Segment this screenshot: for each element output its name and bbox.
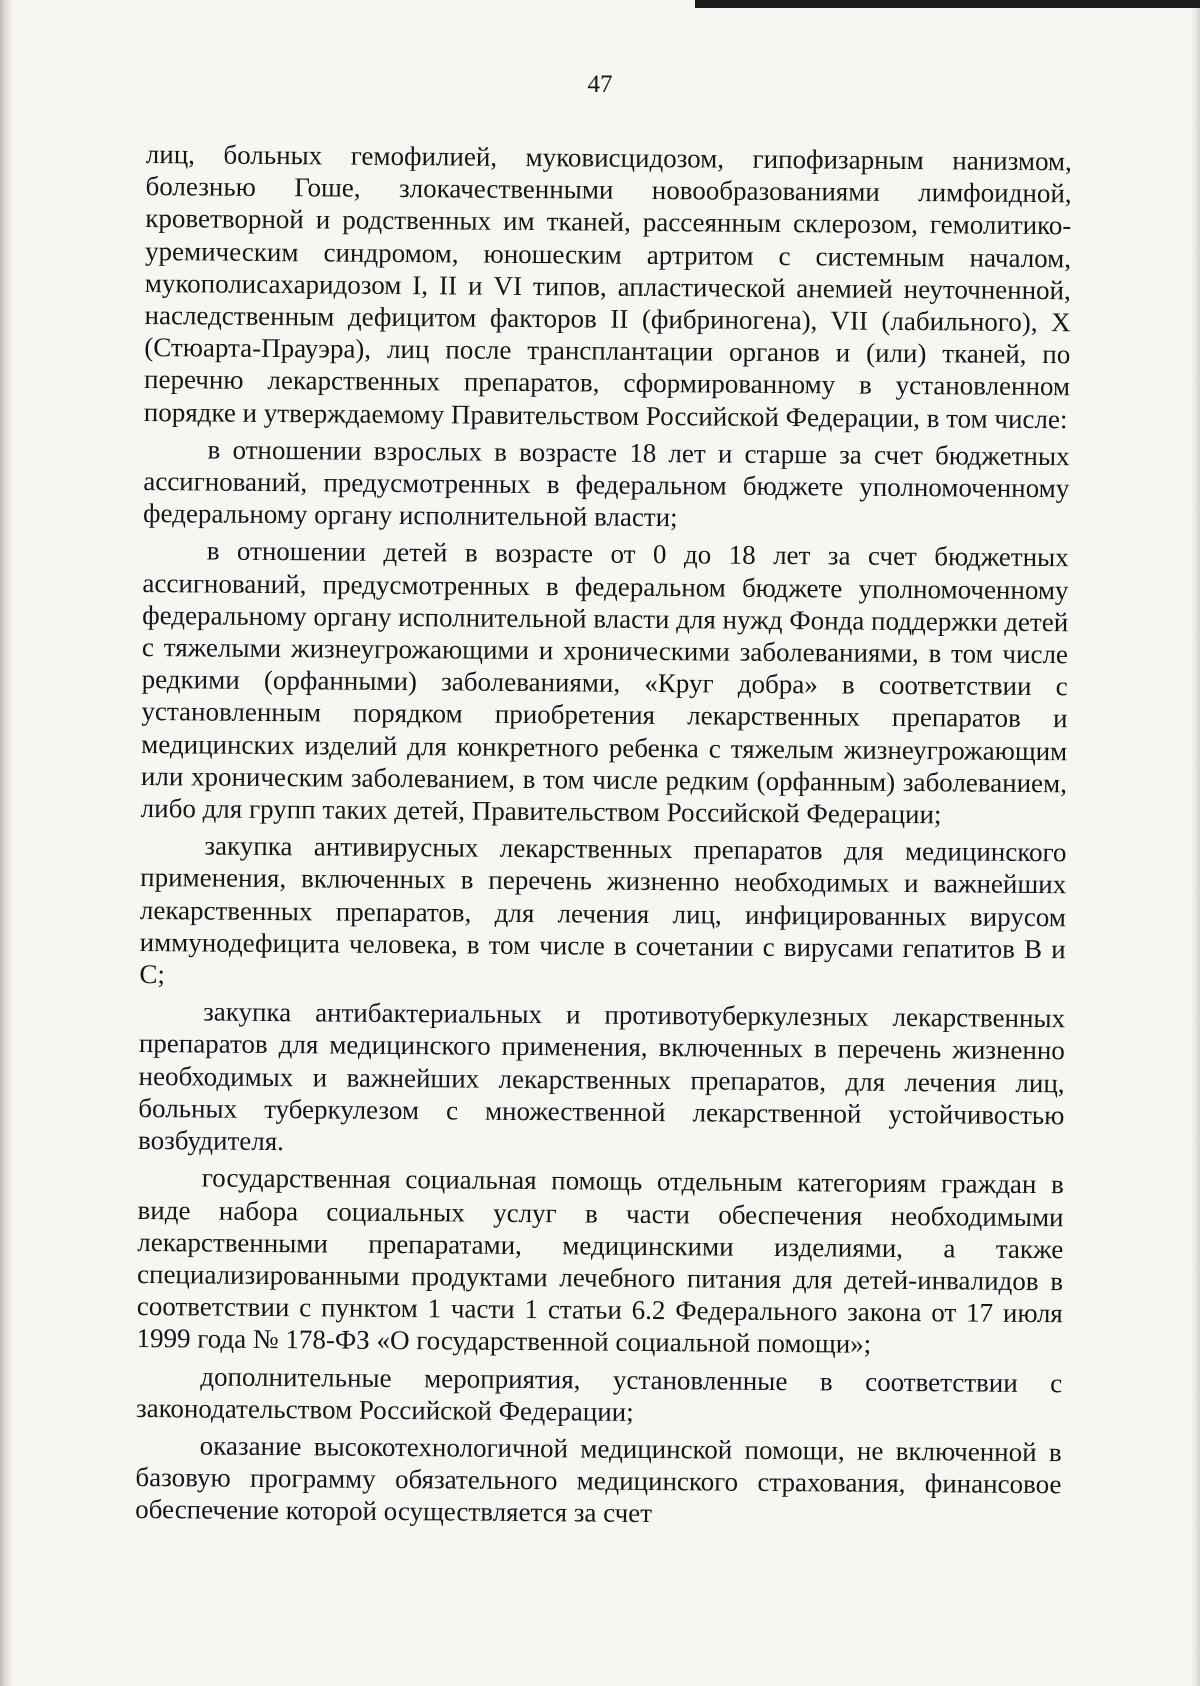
paragraph-1: лиц, больных гемофилией, муковисцидозом, гипофизарным нанизмом, болезнью Гоше, злокачественными новообразованиями лимфоидной, кроветворной и родственных им тканей, рассеянным склерозом, гемолитико-уремическим синдромом, юношеским артритом с системным началом, мукополисахаридозом I, II и VI типов, апластической анемией неуточненной, наследственным дефицитом факторов II (фибриногена), VII (лабильного), X (Стюарта-Прауэра), лиц после трансплантации органов и (или) тканей, по перечню лекарственных препаратов, сформированному в установленном порядке и утверждаемому Правительством Российской Федерации, в том числе: — [143, 138, 1072, 434]
scan-right-edge — [1190, 0, 1200, 1686]
scan-top-bar — [695, 0, 1200, 8]
scan-left-edge — [0, 0, 14, 1686]
paragraph-2: в отношении взрослых в возрасте 18 лет и старше за счет бюджетных ассигнований, предусмотренных в федеральном бюджете уполномоченному федеральному органу исполнительной власти; — [142, 434, 1070, 533]
paragraph-5: закупка антибактериальных и противотуберкулезных лекарственных препаратов для медицинского применения, включенных в перечень жизненно необходимых и важнейших лекарственных препаратов, для лечения лиц, больных туберкулезом с множественной лекарственной устойчивостью возбудителя. — [138, 996, 1066, 1157]
paragraph-6: государственная социальная помощь отдельным категориям граждан в виде набора социальных услуг в части обеспечения необходимыми лекарственными препаратами, медицинскими изделиями, а также специализированными продуктами лечебного питания для детей-инвалидов в соответствии с пунктом 1 части 1 статьи 6.2 Федерального закона от 17 июля 1999 года № 178-ФЗ «О государственной социальной помощи»; — [136, 1162, 1064, 1360]
paragraph-7: дополнительные мероприятия, установленные в соответствии с законодательством Российской Федерации; — [135, 1360, 1063, 1427]
document-body — [135, 138, 1072, 1533]
paragraph-3: в отношении детей в возрасте от 0 до 18 лет за счет бюджетных ассигнований, предусмотренных в федеральном бюджете уполномоченному федеральному органу исполнительной власти для нужд Фонда поддержки детей с тяжелыми жизнеугрожающими и хроническими заболеваниями, в том числе редкими (орфанными) заболеваниями, «Круг добра» в соответствии с установленным порядком приобретения лекарственных препаратов и медицинских изделий для конкретного ребенка с тяжелым жизнеугрожающим или хроническим заболеванием, в том числе редким (орфанным) заболеванием, либо для групп таких детей, Правительством Российской Федерации; — [140, 535, 1069, 830]
paragraph-8: оказание высокотехнологичной медицинской помощи, не включенной в базовую программу обязательного медицинского страхования, финансовое обеспечение которой осуществляется за счет — [135, 1430, 1062, 1529]
paragraph-4: закупка антивирусных лекарственных препаратов для медицинского применения, включенных в перечень жизненно необходимых и важнейших лекарственных препаратов, для лечения лиц, инфицированных вирусом иммунодефицита человека, в том числе в сочетании с вирусами гепатитов B и C; — [139, 830, 1067, 990]
page-number: 47 — [587, 71, 613, 98]
